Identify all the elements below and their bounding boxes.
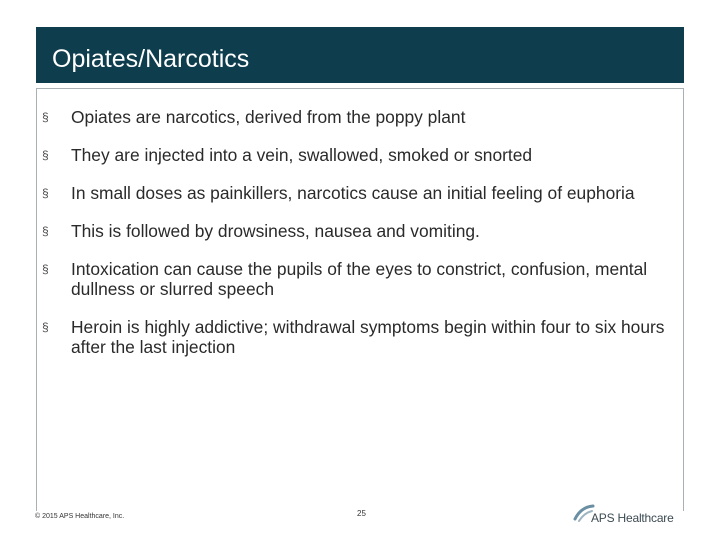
bullet-item bbox=[42, 317, 672, 357]
bullet-text: They are injected into a vein, swallowed, smoked or snorted bbox=[71, 145, 533, 165]
bullet-list bbox=[42, 107, 672, 375]
bullet-text: In small doses as painkillers, narcotics cause an initial feeling of euphoria bbox=[71, 183, 635, 203]
page-number: 25 bbox=[357, 509, 366, 518]
bullet-item bbox=[42, 183, 672, 203]
square-bullet-icon: § bbox=[42, 262, 49, 276]
slide-title: Opiates/Narcotics bbox=[52, 45, 250, 73]
bullet-item bbox=[42, 145, 672, 165]
title-bar bbox=[36, 27, 684, 83]
aps-healthcare-logo bbox=[573, 503, 688, 529]
bullet-item bbox=[42, 221, 672, 241]
square-bullet-icon: § bbox=[42, 224, 49, 238]
bullet-text: Intoxication can cause the pupils of the eyes to constrict, confusion, mental dullness or slurred speech bbox=[71, 259, 648, 299]
bullet-text: This is followed by drowsiness, nausea and vomiting. bbox=[71, 221, 480, 241]
square-bullet-icon: § bbox=[42, 186, 49, 200]
footer-copyright: © 2015 APS Healthcare, Inc. bbox=[35, 513, 125, 520]
square-bullet-icon: § bbox=[42, 320, 49, 334]
bullet-item bbox=[42, 107, 672, 127]
square-bullet-icon: § bbox=[42, 148, 49, 162]
logo-text: APS Healthcare bbox=[591, 511, 674, 525]
square-bullet-icon: § bbox=[42, 110, 49, 124]
bullet-item bbox=[42, 259, 672, 299]
bullet-text: Heroin is highly addictive; withdrawal symptoms begin within four to six hours after the last injection bbox=[71, 317, 665, 357]
bullet-text: Opiates are narcotics, derived from the poppy plant bbox=[71, 107, 466, 127]
